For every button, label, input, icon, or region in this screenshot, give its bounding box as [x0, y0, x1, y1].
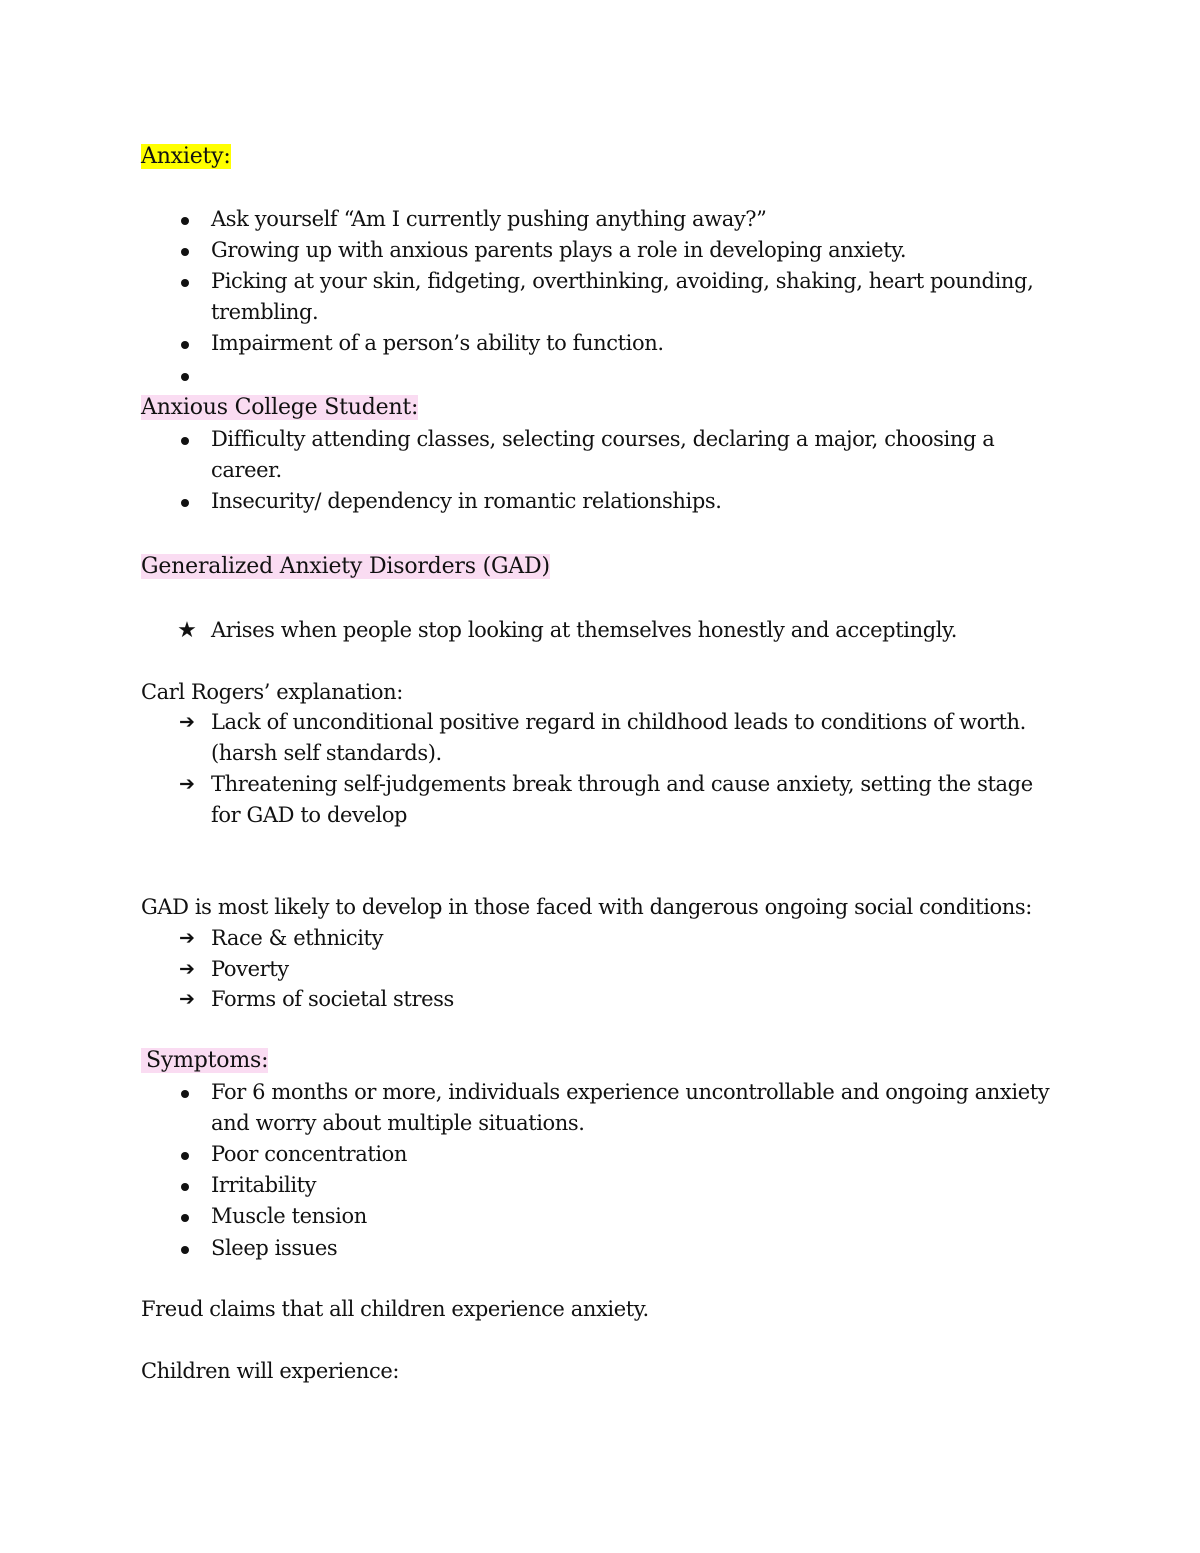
rogers-point-2: Threatening self-judgements break through and cause anxiety, setting the stage: [211, 772, 1033, 796]
symptom-5: Sleep issues: [211, 1236, 338, 1260]
college-heading-text: Anxious College Student:: [141, 395, 419, 420]
college-bullet-1-continued: career.: [211, 458, 282, 482]
bullet-dot-icon: [173, 1201, 197, 1232]
bullet-dot-icon: [173, 1233, 197, 1264]
rogers-point-1-continued: (harsh self standards).: [211, 741, 442, 765]
arrow-right-icon: ➔: [179, 988, 195, 1010]
bullet-dot-icon: [173, 1139, 197, 1170]
symptom-4: Muscle tension: [211, 1204, 367, 1228]
arrow-right-icon: ➔: [179, 773, 195, 795]
symptom-3: Irritability: [211, 1173, 317, 1197]
bullet-dot-icon: [173, 1077, 197, 1108]
symptom-1: For 6 months or more, individuals experience uncontrollable and ongoing anxiety: [211, 1080, 1050, 1104]
symptom-2: Poor concentration: [211, 1142, 408, 1166]
children-experience: Children will experience:: [141, 1359, 400, 1383]
symptom-1-continued: and worry about multiple situations.: [211, 1111, 585, 1135]
rogers-intro: Carl Rogers’ explanation:: [141, 680, 403, 704]
anxiety-bullet-4: Impairment of a person’s ability to function.: [211, 331, 664, 355]
symptoms-heading-text: Symptoms:: [141, 1048, 268, 1073]
bullet-dot-icon: [173, 204, 197, 235]
rogers-point-2-continued: for GAD to develop: [211, 803, 408, 827]
star-icon: ★: [177, 618, 197, 643]
gad-star-point: Arises when people stop looking at themselves honestly and acceptingly.: [211, 618, 958, 642]
anxiety-bullet-3: Picking at your skin, fidgeting, overthinking, avoiding, shaking, heart pounding,: [211, 269, 1034, 293]
condition-race: Race & ethnicity: [211, 926, 384, 950]
gad-heading-text: Generalized Anxiety Disorders (GAD): [141, 554, 550, 579]
bullet-dot-icon: [173, 424, 197, 455]
arrow-right-icon: ➔: [179, 927, 195, 949]
empty-bullet-dot-icon: [173, 360, 197, 391]
conditions-intro: GAD is most likely to develop in those faced with dangerous ongoing social conditions:: [141, 895, 1032, 919]
arrow-right-icon: ➔: [179, 958, 195, 980]
bullet-dot-icon: [173, 266, 197, 297]
anxiety-bullet-3-continued: trembling.: [211, 300, 319, 324]
anxiety-bullet-1: Ask yourself “Am I currently pushing anything away?”: [211, 207, 767, 231]
college-heading: [141, 392, 418, 423]
college-bullet-2: Insecurity/ dependency in romantic relationships.: [211, 489, 722, 513]
bullet-dot-icon: [173, 328, 197, 359]
gad-heading: [141, 551, 550, 582]
anxiety-bullet-2: Growing up with anxious parents plays a role in developing anxiety.: [211, 238, 907, 262]
rogers-point-1: Lack of unconditional positive regard in childhood leads to conditions of worth.: [211, 710, 1026, 734]
arrow-right-icon: ➔: [179, 711, 195, 733]
anxiety-heading: [141, 141, 231, 172]
condition-societal-stress: Forms of societal stress: [211, 987, 454, 1011]
condition-poverty: Poverty: [211, 957, 289, 981]
college-bullet-1: Difficulty attending classes, selecting courses, declaring a major, choosing a: [211, 427, 995, 451]
bullet-dot-icon: [173, 486, 197, 517]
anxiety-heading-text: Anxiety:: [141, 144, 231, 169]
bullet-dot-icon: [173, 1170, 197, 1201]
bullet-dot-icon: [173, 235, 197, 266]
symptoms-heading: [141, 1045, 268, 1076]
freud-claim: Freud claims that all children experience anxiety.: [141, 1297, 649, 1321]
